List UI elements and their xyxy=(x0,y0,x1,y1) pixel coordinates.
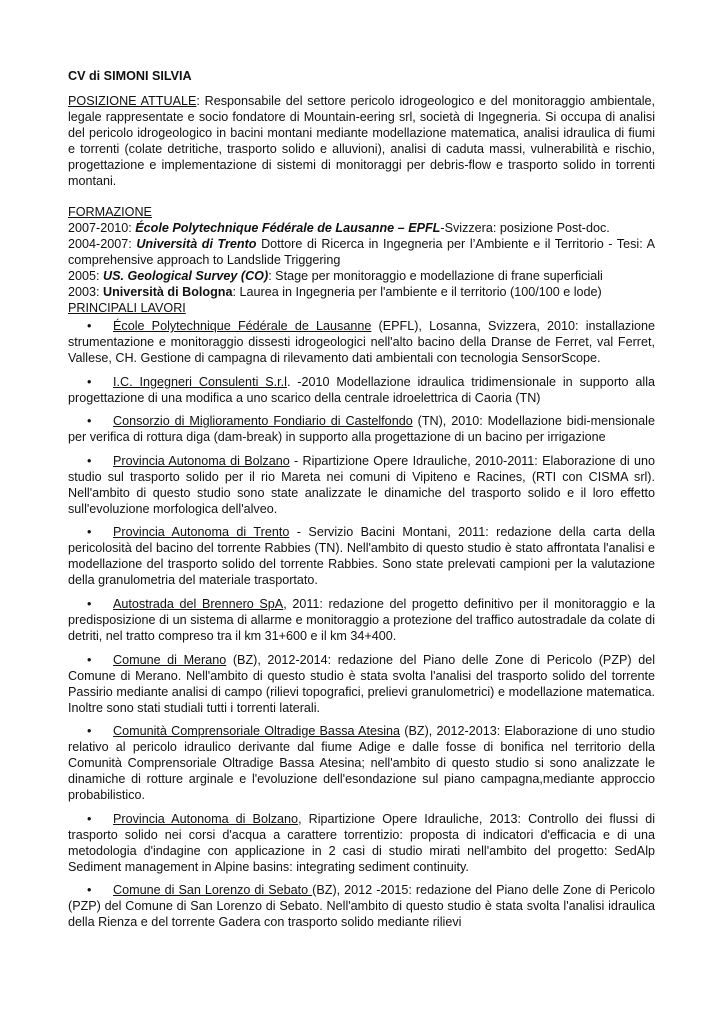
education-detail: : Stage per monitoraggio e modellazione di frane superficiali xyxy=(268,269,603,283)
work-description: , Ripartizione Opere Idrauliche, 2013: Controllo dei flussi di trasporto solido nei corsi d'acqua a carattere torrentizio: proposta di indicatori d'efficacia e di una metodologia d'indagine con applicazione in 2 casi di studio mirati nell'ambito del progetto: SedAlp Sediment management in Alpine basins: integrating sediment continuity. xyxy=(68,811,655,874)
education-detail: Dottore di Ricerca in Ingegneria per l’Ambiente e il Territorio - Tesi: A comprehensive approach to Landslide Triggering xyxy=(68,237,655,267)
work-client: Consorzio di Miglioramento Fondiario di Castelfondo xyxy=(113,414,413,429)
work-item xyxy=(68,652,655,716)
work-item xyxy=(68,596,655,644)
work-item xyxy=(68,413,655,445)
education-item xyxy=(68,220,655,236)
bullet: • xyxy=(87,319,92,333)
bullet: • xyxy=(87,414,92,429)
work-description: (TN), 2010: Modellazione bidi-mensionale per verifica di rottura diga (dam-break) in supporto alla progettazione di un bacino per irrigazione xyxy=(68,414,655,445)
education-list xyxy=(68,220,655,300)
work-description: (BZ), 2012-2013: Elaborazione di uno studio relativo al pericolo idraulico derivante dal fiume Adige e dalle fosse di bonifica nel territorio della Comunità Comprensoriale Oltradige Bassa Atesina; nell'ambito di questo studio si sono analizzate le dinamiche di rotture arginale e l'evoluzione dell'esondazione sul piano campagna,mediante approccio probabilistico. xyxy=(68,724,656,803)
work-client: I.C. Ingegneri Consulenti S.r.l xyxy=(113,374,287,389)
work-item xyxy=(68,318,655,366)
work-client: Autostrada del Brennero SpA xyxy=(113,596,284,611)
work-client: Provincia Autonoma di Bolzano xyxy=(113,811,299,826)
work-item xyxy=(68,374,655,406)
works-heading: PRINCIPALI LAVORI xyxy=(68,301,186,315)
bullet: • xyxy=(87,453,92,468)
education-detail: : Laurea in Ingegneria per l'ambiente e il territorio (100/100 e lode) xyxy=(232,285,602,299)
work-description: . -2010 Modellazione idraulica tridimensionale in supporto alla progettazione di una modifica a uno scarico della centrale idroelettrica di Caoria (TN) xyxy=(68,374,655,405)
work-client: Provincia Autonoma di Bolzano xyxy=(113,453,290,468)
work-description: (EPFL), Losanna, Svizzera, 2010: installazione strumentazione e monitoraggio dissesti idrogeologici nell'alto bacino della Dranse de Ferret, val Ferret, Vallese, CH. Gestione di campagna di rilevamento dati ambientali con tecnologia SensorScope. xyxy=(68,319,656,365)
work-description: , 2011: redazione del progetto definitivo per il monitoraggio e la predisposizione di un sistema di allarme e monitoraggio a protezione del traffico autostradale da colate di detriti, nel tratto compreso tra il km 31+600 e il km 34+400. xyxy=(68,596,656,643)
bullet: • xyxy=(87,724,92,739)
education-institution: École Polytechnique Fédérale de Lausanne – EPFL xyxy=(135,221,441,235)
work-client: Comune di Merano xyxy=(113,652,227,667)
education-item xyxy=(68,284,655,300)
education-item xyxy=(68,268,655,284)
work-item xyxy=(68,723,655,803)
education-institution: US. Geological Survey (CO) xyxy=(103,269,269,283)
works-list xyxy=(68,318,655,930)
bullet: • xyxy=(87,525,92,540)
work-item xyxy=(68,811,655,875)
current-position-text: : Responsabile del settore pericolo idrogeologico e del monitoraggio ambientale, legale rappresentate e socio fondatore di Mountain-eering srl, società di Ingegneria. Si occupa di analisi del pericolo idrogeologico in bacini montani mediante modellazione matematica, analisi idraulica di fiumi e torrenti (colate detritiche, trasporto solido e alluvioni), analisi di caduta massi, vulnerabilità e rischio, progettazione e implementazione di sistemi di monitoraggi per debris-flow e trasporto solido in torrenti montani. xyxy=(68,94,655,188)
current-position xyxy=(68,93,655,189)
education-institution: Università di Trento xyxy=(136,237,257,251)
current-position-label: POSIZIONE ATTUALE xyxy=(68,94,197,108)
cv-title: CV di SIMONI SILVIA xyxy=(68,69,192,83)
work-client: Comune di San Lorenzo di Sebato xyxy=(113,883,313,898)
education-item xyxy=(68,236,655,268)
cv-content xyxy=(68,68,655,938)
education-years: 2005: xyxy=(68,269,104,283)
work-description: (BZ), 2012 -2015: redazione del Piano delle Zone di Pericolo (PZP) del Comune di San Lorenzo di Sebato. Nell'ambito di questo studio è stata svolta l'analisi idraulica della Rienza e del torrente Gadera con trasporto solido mediante rilievi xyxy=(68,883,655,930)
work-item xyxy=(68,453,655,517)
work-client: Comunità Comprensoriale Oltradige Bassa Atesina xyxy=(113,724,401,739)
education-institution: Università di Bologna xyxy=(103,285,233,299)
education-detail: -Svizzera: posizione Post-doc. xyxy=(440,221,610,235)
education-years: 2007-2010: xyxy=(68,221,136,235)
bullet: • xyxy=(87,811,92,826)
work-item xyxy=(68,882,655,930)
bullet: • xyxy=(87,596,92,611)
bullet: • xyxy=(87,374,92,389)
education-years: 2003: xyxy=(68,285,104,299)
education-heading: FORMAZIONE xyxy=(68,205,152,219)
bullet: • xyxy=(87,883,92,898)
bullet: • xyxy=(87,652,92,667)
work-description: (BZ), 2012-2014: redazione del Piano delle Zone di Pericolo (PZP) del Comune di Merano. Nell'ambito di questo studio è stata svolta l'analisi del trasporto solido del torrente Passirio mediante analisi di campo (rilievi topografici, prelievi granulometrici) e modellazione matematica. Inoltre sono stati studiali tutti i torrenti laterali. xyxy=(68,652,656,715)
education-years: 2004-2007: xyxy=(68,237,137,251)
work-item xyxy=(68,524,655,588)
work-client: Provincia Autonoma di Trento xyxy=(113,525,290,540)
work-client: École Polytechnique Fédérale de Lausanne xyxy=(113,319,372,333)
work-description: - Servizio Bacini Montani, 2011: redazione della carta della pericolosità del bacino del torrente Rabbies (TN). Nell'ambito di questo studio è stato affrontata l'analisi e modellazione del trasporto solido del torrente Rabbies. Sono state prelevati campioni per la valutazione della granulometria del materiale trasportato. xyxy=(68,525,656,588)
work-description: - Ripartizione Opere Idrauliche, 2010-2011: Elaborazione di uno studio sul trasporto solido per il rio Mareta nei comuni di Vipiteno e Racines, (RTI con CISMA srl). Nell'ambito di questo studio sono state analizzate le dinamiche del trasporto solido e il loro effetto sull'evoluzione morfologica dell'alveo. xyxy=(68,453,655,516)
